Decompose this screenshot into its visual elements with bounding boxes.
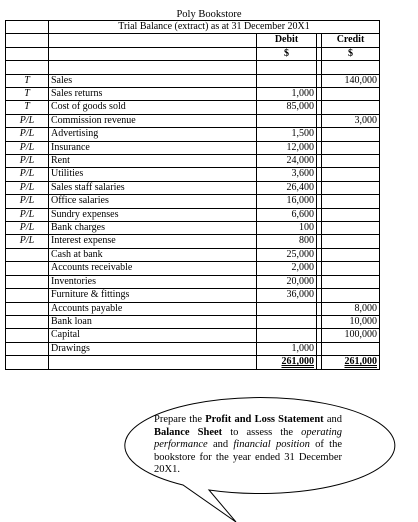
account-name: Cost of goods sold — [49, 101, 257, 114]
debit-amount: 100 — [257, 222, 317, 235]
account-name: Sundry expenses — [49, 208, 257, 221]
debit-amount: 26,400 — [257, 181, 317, 194]
callout-italic-op: operating performance — [154, 426, 343, 451]
callout-instruction — [154, 414, 342, 477]
class-code: P/L — [6, 114, 49, 127]
account-name: Commission revenue — [49, 114, 257, 127]
company-name: Poly Bookstore — [176, 9, 242, 20]
debit-amount: 1,000 — [257, 342, 317, 355]
account-name: Accounts payable — [49, 302, 257, 315]
debit-amount: 1,000 — [257, 88, 317, 101]
credit-unit: $ — [322, 47, 380, 60]
callout-italic-fp: financial position — [233, 439, 310, 451]
account-name: Utilities — [49, 168, 257, 181]
debit-amount: 800 — [257, 235, 317, 248]
callout-bold-bs: Balance Sheet — [154, 426, 223, 438]
account-name: Insurance — [49, 141, 257, 154]
class-code: P/L — [6, 222, 49, 235]
account-name: Cash at bank — [49, 248, 257, 261]
class-code: P/L — [6, 141, 49, 154]
class-code: P/L — [6, 155, 49, 168]
callout-text-part: and — [207, 439, 234, 451]
callout-text-part: Prepare the — [154, 414, 206, 425]
account-name: Capital — [49, 329, 257, 342]
account-name: Furniture & fittings — [49, 289, 257, 302]
credit-amount: 10,000 — [322, 315, 380, 328]
account-name: Accounts receivable — [49, 262, 257, 275]
debit-amount: 3,600 — [257, 168, 317, 181]
account-name: Interest expense — [49, 235, 257, 248]
debit-amount: 1,500 — [257, 128, 317, 141]
callout-text-part: and — [323, 414, 342, 425]
account-name: Bank charges — [49, 222, 257, 235]
class-code: T — [6, 74, 49, 87]
account-name: Bank loan — [49, 315, 257, 328]
account-name: Inventories — [49, 275, 257, 288]
credit-amount: 100,000 — [322, 329, 380, 342]
debit-amount: 6,600 — [257, 208, 317, 221]
credit-amount: 140,000 — [322, 74, 380, 87]
class-code: P/L — [6, 168, 49, 181]
callout-bold-pl: Profit and Loss Statement — [205, 414, 324, 425]
class-code: P/L — [6, 208, 49, 221]
debit-amount: 2,000 — [257, 262, 317, 275]
class-code: T — [6, 101, 49, 114]
account-name: Rent — [49, 155, 257, 168]
account-name: Sales staff salaries — [49, 181, 257, 194]
debit-unit: $ — [257, 47, 317, 60]
class-code: T — [6, 88, 49, 101]
debit-amount: 24,000 — [257, 155, 317, 168]
debit-amount: 12,000 — [257, 141, 317, 154]
account-name: Advertising — [49, 128, 257, 141]
debit-amount: 20,000 — [257, 275, 317, 288]
debit-amount: 25,000 — [257, 248, 317, 261]
account-name: Drawings — [49, 342, 257, 355]
table-subtitle: Trial Balance (extract) as at 31 December 20X1 — [49, 21, 380, 34]
debit-amount: 85,000 — [257, 101, 317, 114]
account-name: Office salaries — [49, 195, 257, 208]
debit-total: 261,000 — [257, 356, 317, 369]
debit-amount: 16,000 — [257, 195, 317, 208]
credit-amount: 3,000 — [322, 114, 380, 127]
credit-header: Credit — [322, 34, 380, 47]
credit-amount: 8,000 — [322, 302, 380, 315]
class-code: P/L — [6, 181, 49, 194]
class-code: P/L — [6, 195, 49, 208]
callout-text-part: of the bookstore for the year ended 31 December 20X1. — [154, 439, 342, 476]
callout-text-part: to assess the — [222, 426, 302, 438]
class-code: P/L — [6, 235, 49, 248]
account-name: Sales — [49, 74, 257, 87]
class-code: P/L — [6, 128, 49, 141]
debit-amount: 36,000 — [257, 289, 317, 302]
credit-total: 261,000 — [322, 356, 380, 369]
account-name: Sales returns — [49, 88, 257, 101]
debit-header: Debit — [257, 34, 317, 47]
